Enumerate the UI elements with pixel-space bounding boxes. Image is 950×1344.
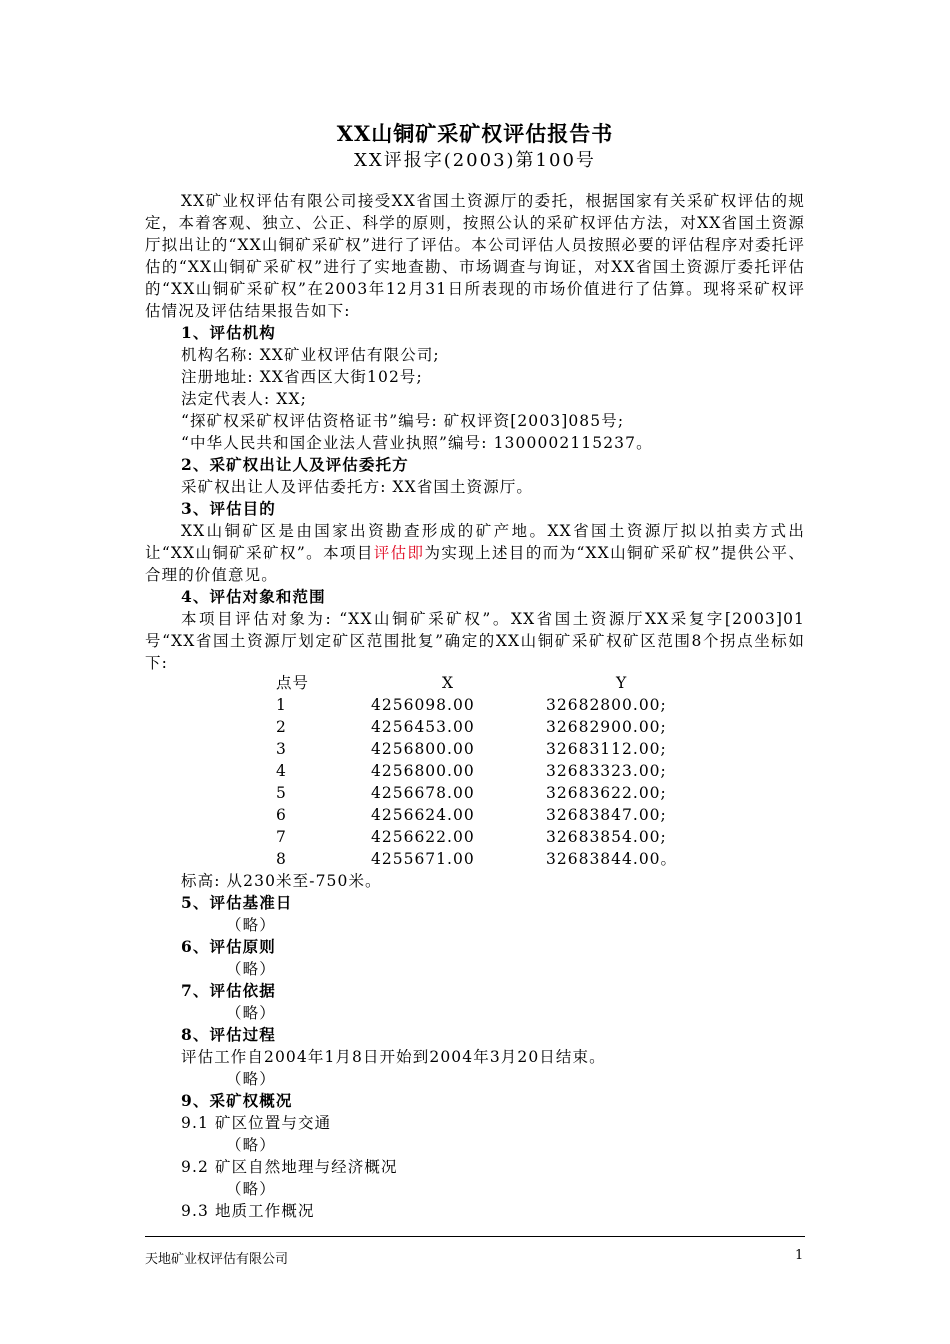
point-y: 32682900.00; [546, 718, 667, 736]
section-3-text [145, 520, 805, 586]
section-5-heading: 5、评估基准日 [181, 893, 293, 912]
point-x: 4256624.00 [371, 806, 475, 824]
point-x: 4256453.00 [371, 718, 475, 736]
header-y: Y [616, 674, 628, 692]
section-3-heading: 3、评估目的 [181, 499, 276, 518]
point-no: 1 [276, 696, 287, 714]
section-9-3: 9.3 地质工作概况 [181, 1202, 315, 1220]
section-1-heading: 1、评估机构 [181, 323, 276, 342]
section-7-heading: 7、评估依据 [181, 981, 276, 1000]
section-3-highlight: 评估即 [373, 544, 425, 562]
section-3-text-a: XX山铜矿区是由国家出资勘查形成的矿产地。XX省国土资源厅拟以拍卖方式出让“XX山铜矿采矿权”。本项目 [145, 522, 805, 562]
report-title: XX山铜矿采矿权评估报告书 [336, 121, 614, 146]
org-name: 机构名称: XX矿业权评估有限公司; [181, 346, 440, 364]
section-2-heading: 2、采矿权出让人及评估委托方 [181, 455, 409, 474]
footer-company: 天地矿业权评估有限公司 [145, 1252, 289, 1267]
point-no: 8 [276, 850, 287, 868]
header-x: X [442, 674, 455, 692]
section-8-heading: 8、评估过程 [181, 1025, 276, 1044]
point-no: 2 [276, 718, 287, 736]
section-9-1-note: （略） [226, 1136, 276, 1154]
section-3-text-b: 为实现上述目的而为“XX山铜矿采矿权”提供公平、合理的价值意见。 [145, 544, 805, 584]
point-y: 32682800.00; [546, 696, 667, 714]
org-certificate: “探矿权采矿权评估资格证书”编号: 矿权评资[2003]085号; [181, 412, 625, 430]
section-4-text: 本项目评估对象为: “XX山铜矿采矿权”。XX省国土资源厅XX采复字[2003]01号“XX省国土资源厅划定矿区范围批复”确定的XX山铜矿采矿权矿区范围8个拐点坐标如下: [145, 610, 805, 672]
document-number: XX评报字(2003)第100号 [354, 150, 596, 171]
section-6-note: （略） [226, 960, 276, 978]
point-no: 5 [276, 784, 287, 802]
section-9-2-note: （略） [226, 1180, 276, 1198]
org-representative: 法定代表人: XX; [181, 390, 307, 408]
section-4-heading: 4、评估对象和范围 [181, 587, 326, 606]
section-7-note: （略） [226, 1004, 276, 1022]
point-no: 3 [276, 740, 287, 758]
section-9-1: 9.1 矿区位置与交通 [181, 1114, 332, 1132]
org-address: 注册地址: XX省西区大街102号; [181, 368, 423, 386]
org-license: “中华人民共和国企业法人营业执照”编号: 1300002115237。 [181, 434, 653, 452]
point-y: 32683844.00。 [546, 850, 678, 868]
point-x: 4256800.00 [371, 762, 475, 780]
page-number: 1 [795, 1248, 804, 1263]
point-y: 32683847.00; [546, 806, 667, 824]
point-x: 4256098.00 [371, 696, 475, 714]
section-8-note: （略） [226, 1070, 276, 1088]
point-x: 4256678.00 [371, 784, 475, 802]
point-y: 32683323.00; [546, 762, 667, 780]
section-6-heading: 6、评估原则 [181, 937, 276, 956]
intro-paragraph: XX矿业权评估有限公司接受XX省国土资源厅的委托，根据国家有关采矿权评估的规定，本着客观、独立、公正、科学的原则，按照公认的采矿权评估方法，对XX省国土资源厅拟出让的“XX山铜矿采矿权”进行了评估。本公司评估人员按照必要的评估程序对委托评估的“XX山铜矿采矿权”进行了实地查勘、市场调查与询证，对XX省国土资源厅委托评估的“XX山铜矿采矿权”在2003年12月31日所表现的市场价值进行了估算。现将采矿权评估情况及评估结果报告如下: [145, 192, 805, 320]
point-x: 4255671.00 [371, 850, 475, 868]
section-2-text: 采矿权出让人及评估委托方: XX省国土资源厅。 [181, 478, 534, 496]
footer-divider [145, 1236, 805, 1237]
point-no: 7 [276, 828, 287, 846]
section-9-heading: 9、采矿权概况 [181, 1091, 293, 1110]
section-9-2: 9.2 矿区自然地理与经济概况 [181, 1158, 398, 1176]
header-point-no: 点号 [276, 674, 310, 692]
point-no: 6 [276, 806, 287, 824]
point-no: 4 [276, 762, 287, 780]
point-x: 4256800.00 [371, 740, 475, 758]
elevation-text: 标高: 从230米至-750米。 [181, 872, 382, 890]
section-8-text: 评估工作自2004年1月8日开始到2004年3月20日结束。 [181, 1048, 606, 1066]
point-y: 32683622.00; [546, 784, 667, 802]
section-5-note: （略） [226, 916, 276, 934]
point-y: 32683112.00; [546, 740, 667, 758]
point-y: 32683854.00; [546, 828, 667, 846]
point-x: 4256622.00 [371, 828, 475, 846]
